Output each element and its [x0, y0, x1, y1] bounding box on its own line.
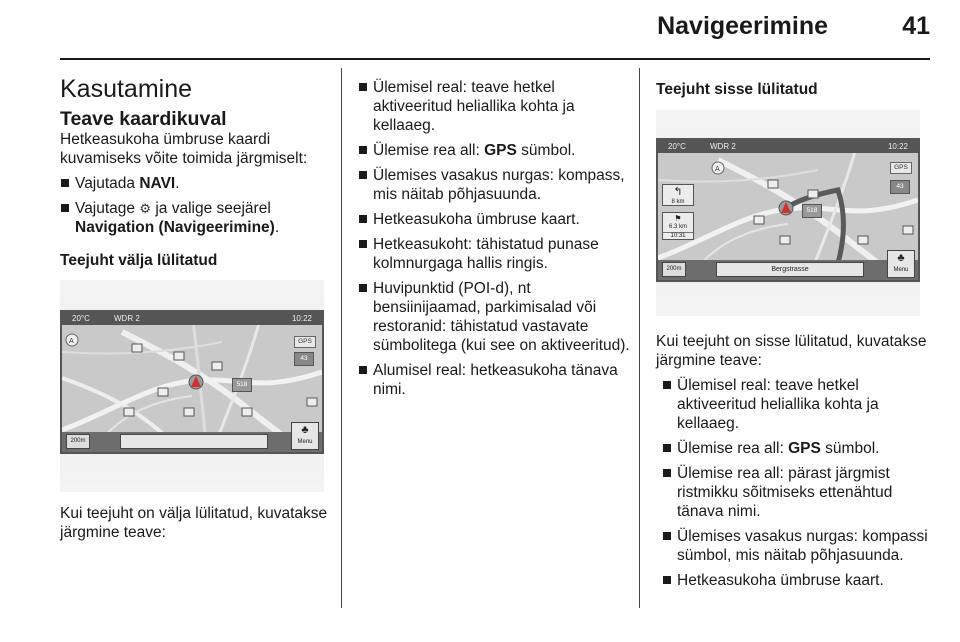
- list-item: Vajutage ⚙ ja valige seejärel Navigation (Navigeerimine).: [60, 199, 332, 237]
- guidance-on-heading: Teejuht sisse lülitatud: [656, 81, 818, 98]
- map-scale-box[interactable]: 200m: [662, 262, 686, 277]
- guidance-on-caption: Kui teejuht on sisse lülitatud, kuvatakse järgmine teave:: [656, 333, 927, 369]
- guidance-on-info-list: [662, 376, 940, 590]
- bullet-square-icon: [61, 179, 69, 187]
- subsection-heading: Teave kaardikuval: [60, 108, 227, 130]
- list-item: Ülemisel real: teave hetkel aktiveeritud heliallika kohta ja kellaaeg.: [662, 376, 940, 433]
- intro-paragraph: Hetkeasukoha ümbruse kaardi kuvamiseks võite toimida järgmiselt:: [60, 131, 308, 167]
- map-roads-graphic: [62, 312, 322, 452]
- bullet-square-icon: [359, 240, 367, 248]
- map-menu-button[interactable]: ♣ Menu: [291, 422, 319, 450]
- list-item: Ülemise rea all: GPS sümbol.: [358, 141, 630, 160]
- right-column: [656, 80, 940, 99]
- turn-arrow-icon: ↰: [673, 186, 683, 198]
- bullet-square-icon: [359, 215, 367, 223]
- map-display: [60, 310, 324, 454]
- header-divider: [60, 58, 930, 60]
- bullet-square-icon: [663, 532, 671, 540]
- left-caption: [60, 504, 332, 542]
- bullet-square-icon: [663, 381, 671, 389]
- column-divider-1: [341, 68, 342, 608]
- destination-distance: 6.3 km: [668, 224, 687, 230]
- map-route-graphic: [658, 140, 918, 280]
- list-item: Hetkeasukoha ümbruse kaart.: [358, 210, 630, 229]
- clock-readout: 10:22: [887, 142, 908, 151]
- map-bottom-bar: [658, 260, 918, 280]
- map-status-bar: [658, 140, 918, 153]
- list-item: Vajutada NAVI.: [60, 174, 332, 193]
- road-number-badge: 518: [802, 204, 822, 218]
- street-name-box: Bergstrasse: [716, 262, 864, 277]
- bullet-square-icon: [359, 284, 367, 292]
- column-divider-2: [639, 68, 640, 608]
- audio-source-readout: WDR 2: [710, 142, 736, 151]
- map-screenshot-guidance-off: [60, 280, 324, 492]
- speed-limit-badge: 43: [890, 180, 910, 194]
- map-scale-box[interactable]: 200m: [66, 434, 90, 449]
- svg-text:A: A: [69, 337, 74, 345]
- bullet-square-icon: [359, 171, 367, 179]
- section-heading: Kasutamine: [60, 75, 193, 103]
- map-status-bar: [62, 312, 322, 325]
- middle-column: [358, 72, 630, 399]
- steps-list: [60, 174, 332, 237]
- right-lower: [656, 332, 940, 590]
- gps-badge: GPS: [294, 336, 316, 348]
- clock-readout: 10:22: [291, 314, 312, 323]
- destination-flag-icon: ⚑: [674, 214, 682, 223]
- bullet-square-icon: [663, 576, 671, 584]
- list-item: Hetkeasukoht: tähistatud punase kolmnurgaga hallis ringis.: [358, 235, 630, 273]
- arrival-time: 10:31: [663, 232, 693, 239]
- list-item: Ülemises vasakus nurgas: kompass, mis näitab põhjasuunda.: [358, 166, 630, 204]
- next-turn-panel: [662, 184, 694, 206]
- svg-text:A: A: [715, 165, 720, 173]
- list-item: Hetkeasukoha ümbruse kaart.: [662, 571, 940, 590]
- list-item: Alumisel real: hetkeasukoha tänava nimi.: [358, 361, 630, 399]
- bullet-square-icon: [61, 204, 69, 212]
- list-item: Ülemise rea all: GPS sümbol.: [662, 439, 940, 458]
- gps-badge: GPS: [890, 162, 912, 174]
- list-item: Ülemisel real: teave hetkel aktiveeritud heliallika kohta ja kellaaeg.: [358, 78, 630, 135]
- map-menu-button[interactable]: ♣ Menu: [887, 250, 915, 278]
- guidance-off-info-list: [358, 78, 630, 399]
- left-column: [60, 74, 332, 270]
- road-number-badge: 518: [232, 378, 252, 392]
- page-number: 41: [902, 12, 930, 40]
- menu-car-icon: ♣: [301, 424, 309, 436]
- destination-panel: [662, 212, 694, 240]
- bullet-square-icon: [663, 469, 671, 477]
- menu-car-icon: ♣: [897, 252, 905, 264]
- bullet-square-icon: [359, 83, 367, 91]
- list-item: Huvipunktid (POI-d), nt bensiinijaamad, parkimisalad või restoranid: tähistatud vastavate sümbolitega (kui see on aktiveeritud).: [358, 279, 630, 355]
- guidance-off-caption: Kui teejuht on välja lülitatud, kuvatakse järgmine teave:: [60, 505, 328, 541]
- temperature-readout: 20°C: [72, 314, 90, 323]
- list-item: Ülemises vasakus nurgas: kompassi sümbol, mis näitab põhjasuunda.: [662, 527, 940, 565]
- list-item: Ülemise rea all: pärast järgmist ristmikku sõitmiseks ettenähtud tänava nimi.: [662, 464, 940, 521]
- audio-source-readout: WDR 2: [114, 314, 140, 323]
- bullet-square-icon: [663, 444, 671, 452]
- guidance-off-heading: Teejuht välja lülitatud: [60, 252, 218, 269]
- turn-distance: 8 km: [671, 199, 685, 205]
- bullet-square-icon: [359, 146, 367, 154]
- street-name-box: [120, 434, 268, 449]
- map-display: [656, 138, 920, 282]
- speed-limit-badge: 43: [294, 352, 314, 366]
- bullet-square-icon: [359, 366, 367, 374]
- map-screenshot-guidance-on: [656, 110, 920, 316]
- map-bottom-bar: [62, 432, 322, 452]
- page-header-title: Navigeerimine: [657, 12, 828, 40]
- settings-gear-icon: ⚙: [139, 201, 152, 216]
- temperature-readout: 20°C: [668, 142, 686, 151]
